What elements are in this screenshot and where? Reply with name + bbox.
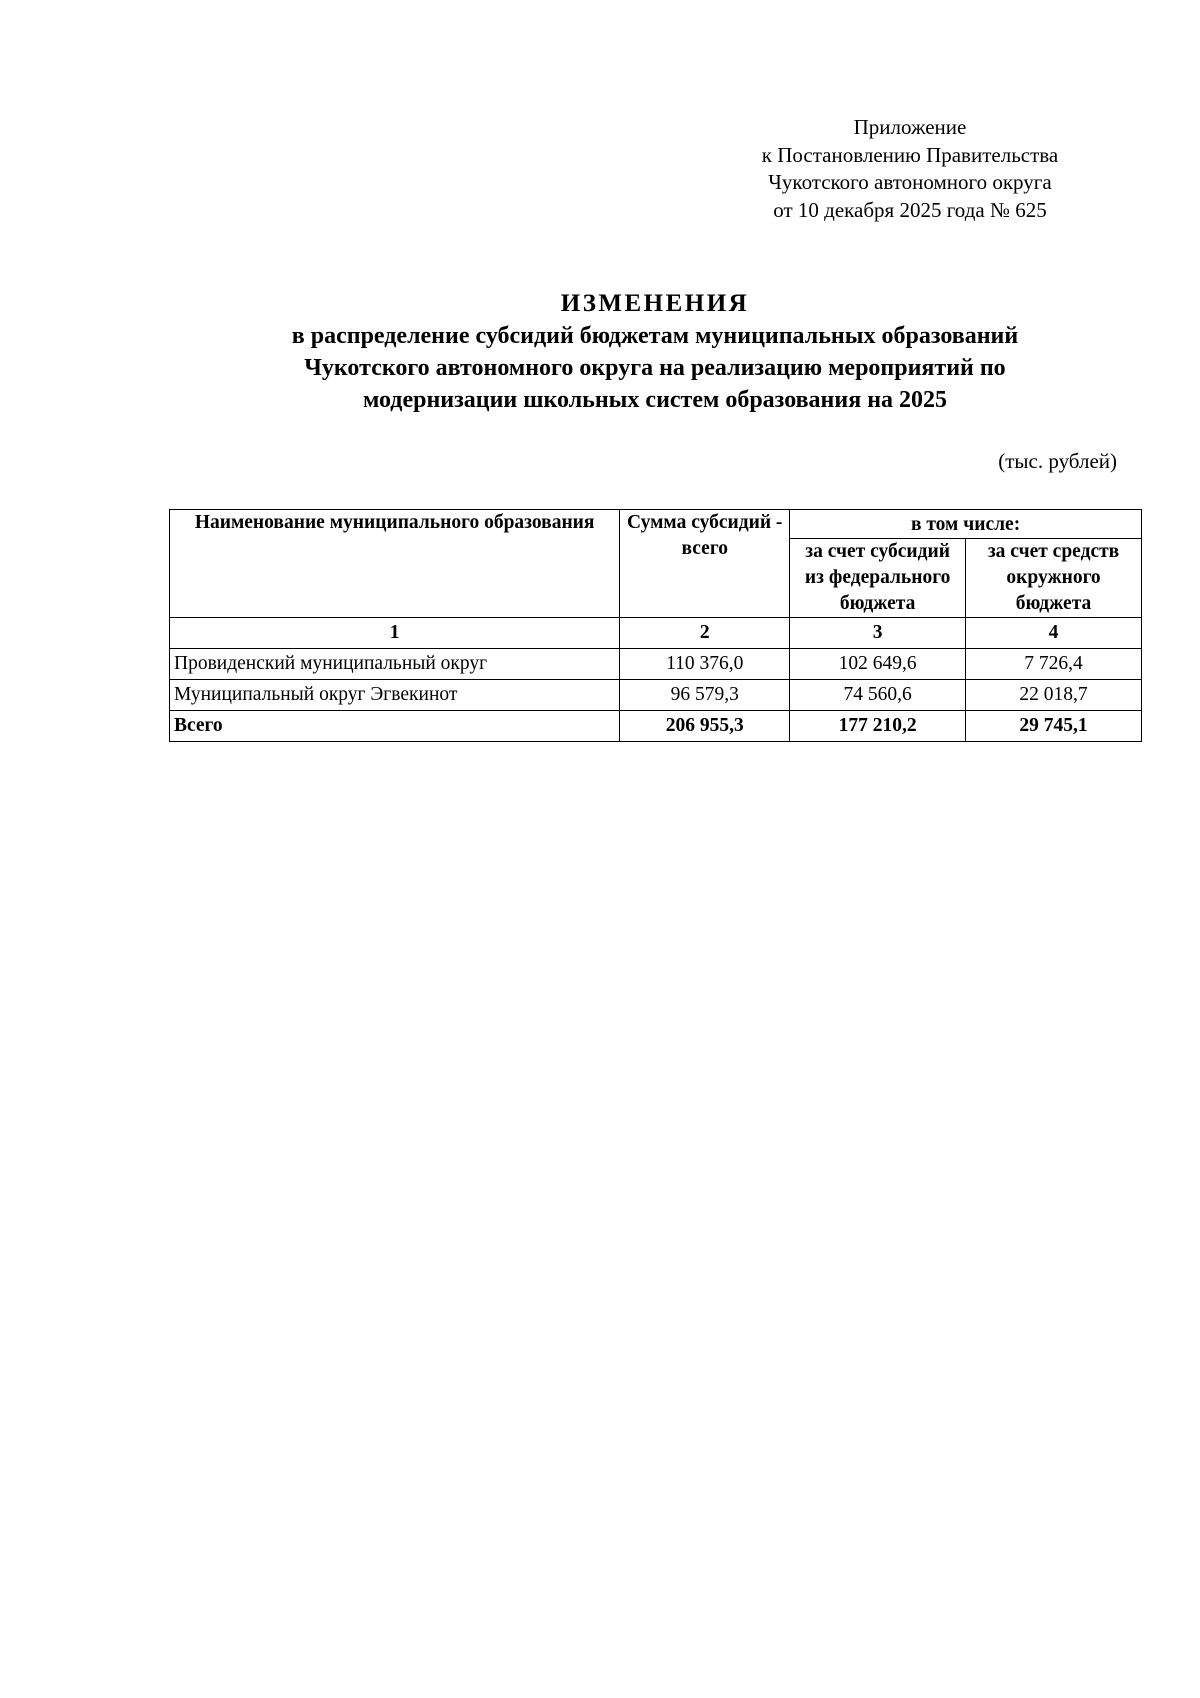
table-row	[170, 649, 1142, 680]
title-line-2: Чукотского автономного округа на реализацию мероприятий по	[304, 355, 1006, 381]
row-federal: 102 649,6	[790, 649, 966, 680]
title-line-3: модернизации школьных систем образования на 2025	[362, 387, 948, 413]
appendix-header	[740, 114, 1080, 224]
subsidy-table	[169, 509, 1142, 742]
row-total: 96 579,3	[620, 680, 790, 711]
total-row	[170, 711, 1142, 742]
header-name: Наименование муниципального образования	[170, 510, 620, 618]
row-total: 110 376,0	[620, 649, 790, 680]
column-number: 4	[966, 618, 1142, 649]
total-sum: 206 955,3	[620, 711, 790, 742]
title-line-1: в распределение субсидий бюджетам муниципальных образований	[291, 323, 1019, 349]
column-number: 2	[620, 618, 790, 649]
row-okrug: 22 018,7	[966, 680, 1142, 711]
header-row-1	[170, 510, 1142, 539]
header-total: Сумма субсидий - всего	[620, 510, 790, 618]
total-name: Всего	[170, 711, 620, 742]
appendix-line-2: к Постановлению Правительства	[761, 142, 1059, 167]
row-okrug: 7 726,4	[966, 649, 1142, 680]
title-main: ИЗМЕНЕНИЯ	[560, 290, 750, 317]
column-number-row	[170, 618, 1142, 649]
row-federal: 74 560,6	[790, 680, 966, 711]
table-row	[170, 680, 1142, 711]
header-okrug: за счет средств окружного бюджета	[966, 539, 1142, 618]
appendix-line-1: Приложение	[853, 115, 967, 139]
appendix-line-4: от 10 декабря 2025 года № 625	[773, 197, 1047, 222]
column-number: 1	[170, 618, 620, 649]
header-federal: за счет субсидий из федерального бюджета	[790, 539, 966, 618]
units-label: (тыс. рублей)	[998, 449, 1117, 473]
header-including: в том числе:	[790, 510, 1142, 539]
row-name: Муниципальный округ Эгвекинот	[170, 680, 620, 711]
total-okrug: 29 745,1	[966, 711, 1142, 742]
column-number: 3	[790, 618, 966, 649]
document-title	[170, 288, 1140, 416]
row-name: Провиденский муниципальный округ	[170, 649, 620, 680]
total-federal: 177 210,2	[790, 711, 966, 742]
appendix-line-3: Чукотского автономного округа	[768, 170, 1052, 194]
